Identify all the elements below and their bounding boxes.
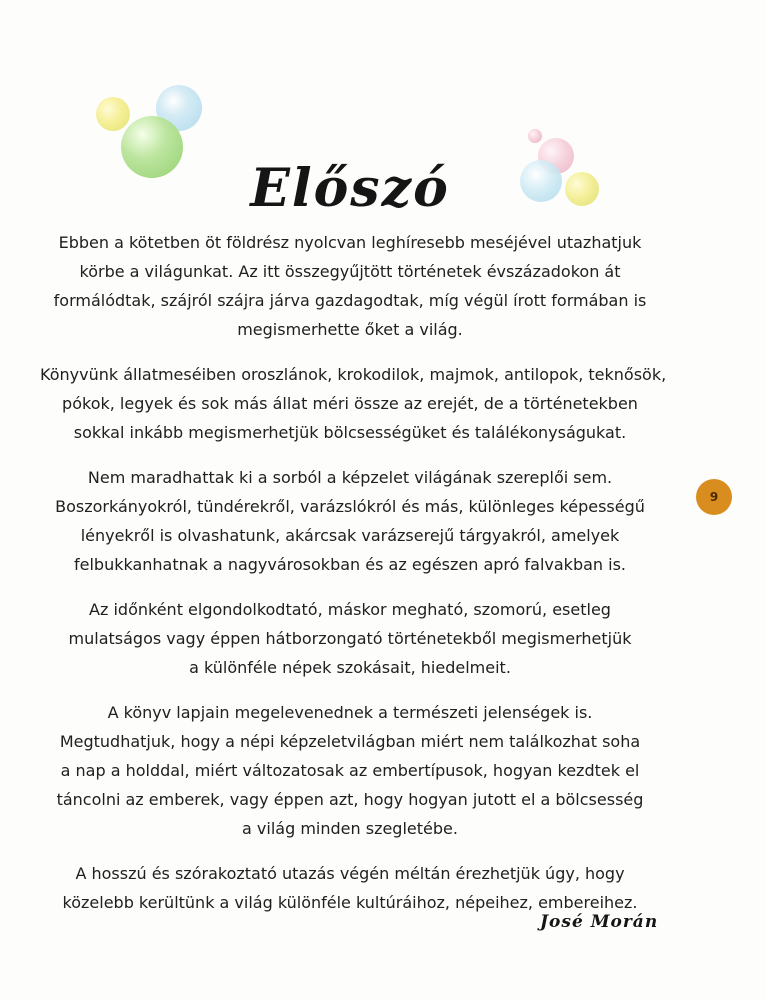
text-line: Boszorkányokról, tündérekről, varázslókról és más, különleges képességű <box>55 497 645 516</box>
text-line: mulatságos vagy éppen hátborzongató történetekből megismerhetjük <box>68 629 632 648</box>
text-line: felbukkanhatnak a nagyvárosokban és az egészen apró falvakban is. <box>74 555 626 574</box>
text-line: Nem maradhattak ki a sorból a képzelet világának szereplői sem. <box>87 468 613 487</box>
decorative-bubble-green <box>121 116 183 178</box>
text-line: a világ minden szegletébe. <box>242 819 458 838</box>
decorative-bubble-blue <box>520 160 562 202</box>
text-line: Könyvünk állatmeséiben oroszlánok, krokodilok, majmok, antilopok, teknősök, <box>40 365 667 384</box>
text-line: megismerhette őket a világ. <box>237 320 463 339</box>
author-signature: José Morán <box>540 912 659 932</box>
text-line: a nap a holddal, miért változatosak az embertípusok, hogyan kezdtek el <box>60 761 640 780</box>
text-line: táncolni az emberek, vagy éppen azt, hogy hogyan jutott el a bölcsesség <box>56 790 644 809</box>
text-line: sokkal inkább megismerhetjük bölcsességüket és találékonyságukat. <box>73 423 627 442</box>
page-number-badge: 9 <box>696 479 732 515</box>
text-line: A hosszú és szórakoztató utazás végén méltán érezhetjük úgy, hogy <box>75 864 625 883</box>
text-line: pókok, legyek és sok más állat méri össze az erejét, de a történetekben <box>62 394 638 413</box>
text-line: lényekről is olvashatunk, akárcsak varázserejű tárgyakról, amelyek <box>80 526 620 545</box>
text-line: körbe a világunkat. Az itt összegyűjtött történetek évszázadokon át <box>79 262 621 281</box>
decorative-bubble-yellow <box>565 172 599 206</box>
text-line: A könyv lapjain megelevenednek a természeti jelenségek is. <box>107 703 593 722</box>
paragraph <box>40 859 660 917</box>
paragraph <box>40 595 660 682</box>
paragraph <box>40 228 660 344</box>
text-line: Ebben a kötetben öt földrész nyolcvan leghíresebb meséjével utazhatjuk <box>58 233 642 252</box>
foreword-text <box>40 228 667 933</box>
paragraph <box>40 463 660 579</box>
decorative-bubble-yellow <box>96 97 130 131</box>
paragraph <box>40 698 660 843</box>
decorative-bubble-pink-small <box>528 129 542 143</box>
text-line: formálódtak, szájról szájra járva gazdagodtak, míg végül írott formában is <box>53 291 647 310</box>
text-line: Az időnként elgondolkodtató, máskor megható, szomorú, esetleg <box>89 600 611 619</box>
text-line: a különféle népek szokásait, hiedelmeit. <box>189 658 511 677</box>
text-line: Megtudhatjuk, hogy a népi képzeletvilágban miért nem találkozhat soha <box>59 732 641 751</box>
text-line: közelebb kerültünk a világ különféle kultúráihoz, népeihez, embereihez. <box>62 893 638 912</box>
page-title: Előszó <box>250 157 450 219</box>
paragraph <box>40 360 667 447</box>
